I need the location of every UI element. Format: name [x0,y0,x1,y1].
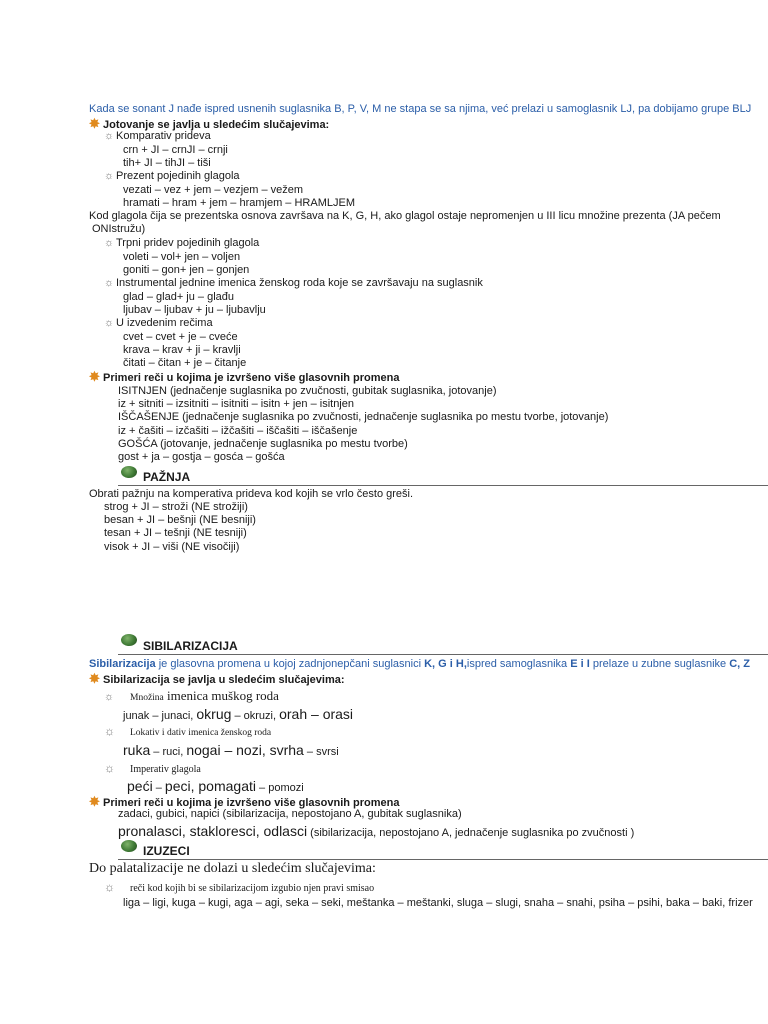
sun-bullet-icon: ☼ [104,277,115,289]
primer-line: ISITNJEN (jednačenje suglasnika po zvučnosti, gubitak suglasnika, jotovanje) [118,385,497,397]
example-line: goniti – gon+ jen – gonjen [123,264,250,276]
example-line: vezati – vez + jem – vezjem – vežem [123,184,304,196]
section-divider [118,859,768,860]
paznja-line: besan + JI – bešnji (NE besniji) [104,514,256,526]
star-bullet-icon: ✸ [89,116,100,131]
sun-bullet-icon: ☼ [104,724,115,738]
paznja-line: visok + JI – viši (NE visočiji) [104,541,240,553]
izuzeci-example: liga – ligi, kuga – kugi, aga – agi, seka – seki, meštanka – meštanki, sluga – slugi, snaha – snahi, psiha – psihi, baka – baki, frizer [123,897,753,909]
primer-line: GOŠĆA (jotovanje, jednačenje suglasnika po mestu tvorbe) [118,438,408,450]
example-line: voleti – vol+ jen – voljen [123,251,241,263]
primer-line: iz + sitniti – izsitniti – isitniti – isitn + jen – isitnjen [118,398,354,410]
paznja-heading: PAŽNJA [143,470,191,484]
izuzeci-heading: IZUZECI [143,844,190,858]
star-bullet-icon: ✸ [89,369,100,384]
example-line: tih+ JI – tihJI – tiši [123,157,211,169]
sun-bullet-icon: ☼ [104,237,115,249]
primeri-heading: ✸ Primeri reči u kojima je izvršeno više glasovnih promena [89,794,400,809]
primer-line: zadaci, gubici, napici (sibilarizacija, nepostojano A, gubitak suglasnika) [118,808,462,820]
paznja-line: strog + JI – stroži (NE strožiji) [104,501,248,513]
primer-line: iz + čašiti – izčašiti – ižčašiti – iščašiti – iščašenje [118,425,358,437]
izvedene-item: ☼ U izvedenim rečima [104,317,213,329]
imperativ-example: peći – peci, pomagati – pomozi [127,778,304,794]
sibilarizacija-definition: Sibilarizacija je glasovna promena u kojoj zadnjonepčani suglasnici K, G i H,ispred samoglasnika E i I prelaze u zubne suglasnike C, Z [89,658,751,670]
lokativ-example: ruka – ruci, nogai – nozi, svrha – svrsi [123,742,339,758]
trpni-item: ☼ Trpni pridev pojedinih glagola [104,237,260,249]
green-gem-icon [121,466,137,478]
primeri-heading: ✸ Primeri reči u kojima je izvršeno više glasovnih promena [89,369,400,384]
sun-bullet-icon: ☼ [104,130,115,142]
paznja-line: tesan + JI – tešnji (NE tesniji) [104,527,247,539]
example-line: čitati – čitan + je – čitanje [123,357,247,369]
jotovanje-heading: ✸ Jotovanje se javlja u sledećim slučajevima: [89,116,330,131]
example-line: glad – glad+ ju – glađu [123,291,235,303]
example-line: crn + JI – crnJI – crnji [123,144,228,156]
star-bullet-icon: ✸ [89,671,100,686]
izuzeci-text: Do palatalizacije ne dolazi u sledećim slučajevima: [89,861,376,876]
sun-bullet-icon: ☼ [104,691,115,703]
kod-glagola-text: Kod glagola čija se prezentska osnova završava na K, G, H, ako glagol ostaje nepromenjen u III licu množine prezenta (JA pečem [89,210,721,222]
kod-glagola-cont: ONIstružu) [92,223,146,235]
primer-line: gost + ja – gostja – gosća – gošća [118,451,285,463]
primer-line: pronalasci, stakloresci, odlasci (sibilarizacija, nepostojano A, jednačenje suglasnika po zvučnosti ) [118,823,635,839]
primer-line: IŠČAŠENJE (jednačenje suglasnika po zvučnosti, jednačenje suglasnika po mestu tvorbe, jotovanje) [118,411,609,423]
paznja-text: Obrati pažnju na komperativa prideva kod kojih se vrlo često greši. [89,488,414,500]
sun-bullet-icon: ☼ [104,317,115,329]
example-line: cvet – cvet + je – cveće [123,331,238,343]
sibilarizacija-heading: SIBILARIZACIJA [143,639,238,653]
sun-bullet-icon: ☼ [104,880,115,894]
section-divider [118,485,768,486]
komparativ-item: ☼ Komparativ prideva [104,130,211,142]
prezent-item: ☼ Prezent pojedinih glagola [104,170,240,182]
green-gem-icon [121,840,137,852]
instrumental-item: ☼ Instrumental jednine imenica ženskog roda koje se završavaju na suglasnik [104,277,483,289]
example-line: krava – krav + ji – kravlji [123,344,241,356]
sun-bullet-icon: ☼ [104,170,115,182]
star-bullet-icon: ✸ [89,794,100,809]
mnozina-item: ☼ Množina imenica muškog roda [104,688,279,703]
intro-text: Kada se sonant J nađe ispred usnenih suglasnika B, P, V, M ne stapa se sa njima, već prelazi u samoglasnik LJ, pa dobijamo grupe BLJ [89,103,752,115]
green-gem-icon [121,634,137,646]
example-line: ljubav – ljubav + ju – ljubavlju [123,304,266,316]
section-divider [118,654,768,655]
sun-bullet-icon: ☼ [104,761,115,775]
sibilarizacija-sub-heading: ✸ Sibilarizacija se javlja u sledećim slučajevima: [89,671,345,686]
izuzeci-sub-item: ☼ reči kod kojih bi se sibilarizacijom izgubio njen pravi smisao [104,880,375,894]
mnozina-example: junak – junaci, okrug – okruzi, orah – orasi [123,706,354,722]
lokativ-item: ☼ Lokativ i dativ imenica ženskog roda [104,724,272,738]
imperativ-item: ☼ Imperativ glagola [104,761,201,775]
example-line: hramati – hram + jem – hramjem – HRAMLJEM [123,197,355,209]
